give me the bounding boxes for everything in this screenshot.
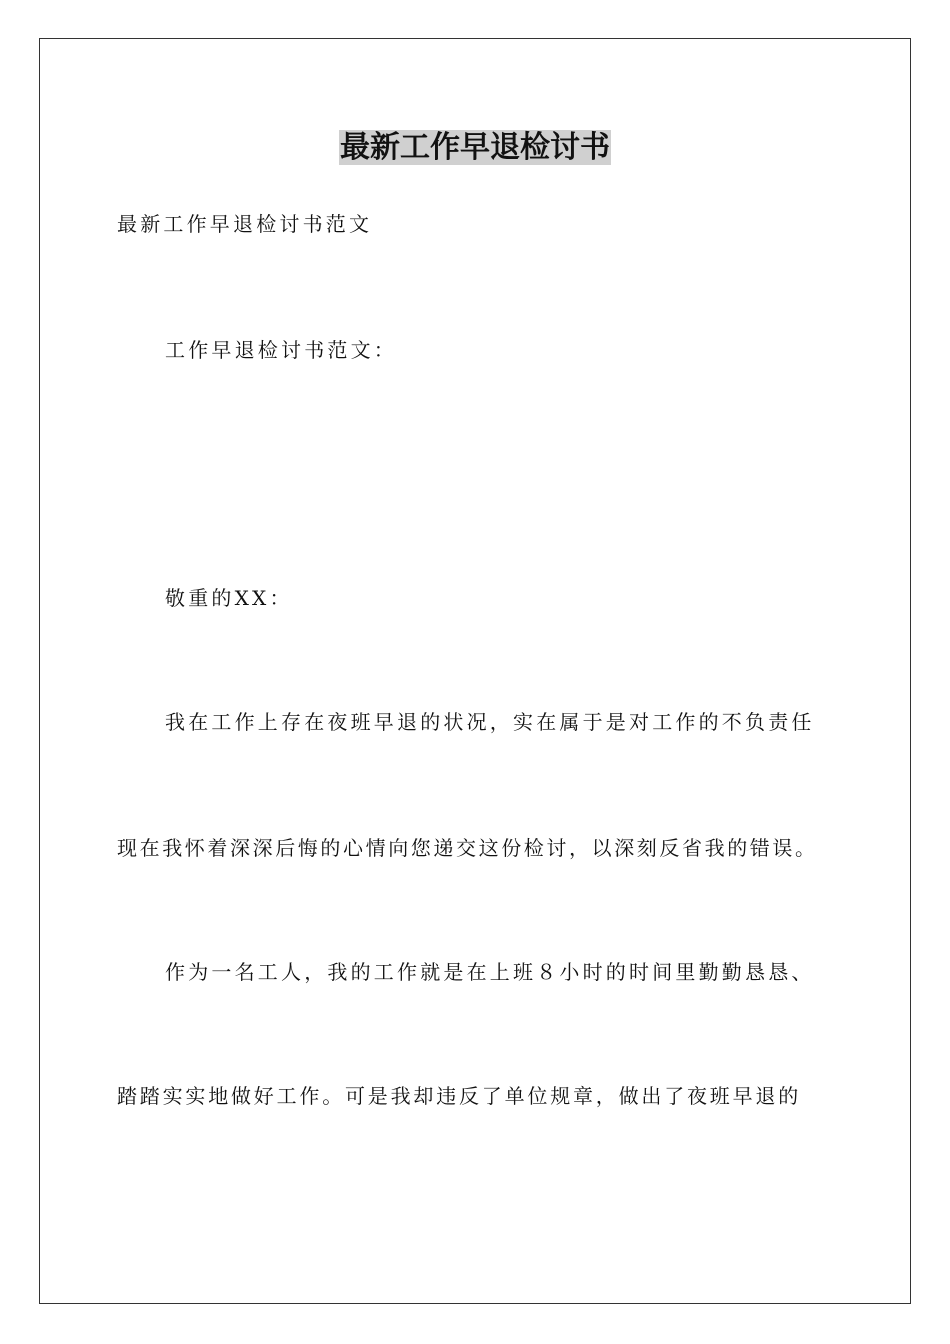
body-line-3: 作为一名工人，我的工作就是在上班８小时的时间里勤勤恳恳、 xyxy=(165,960,815,984)
document-subtitle: 最新工作早退检讨书范文 xyxy=(117,212,373,236)
body-line-1: 我在工作上存在夜班早退的状况，实在属于是对工作的不负责任 xyxy=(165,710,815,734)
document-title-text: 最新工作早退检讨书 xyxy=(340,130,610,165)
body-line-4: 踏踏实实地做好工作。可是我却违反了单位规章，做出了夜班早退的 xyxy=(117,1084,801,1108)
section-heading: 工作早退检讨书范文： xyxy=(165,338,397,362)
document-title xyxy=(0,128,950,168)
salutation: 敬重的XX： xyxy=(165,586,293,610)
body-line-2: 现在我怀着深深后悔的心情向您递交这份检讨，以深刻反省我的错误。 xyxy=(117,836,818,860)
